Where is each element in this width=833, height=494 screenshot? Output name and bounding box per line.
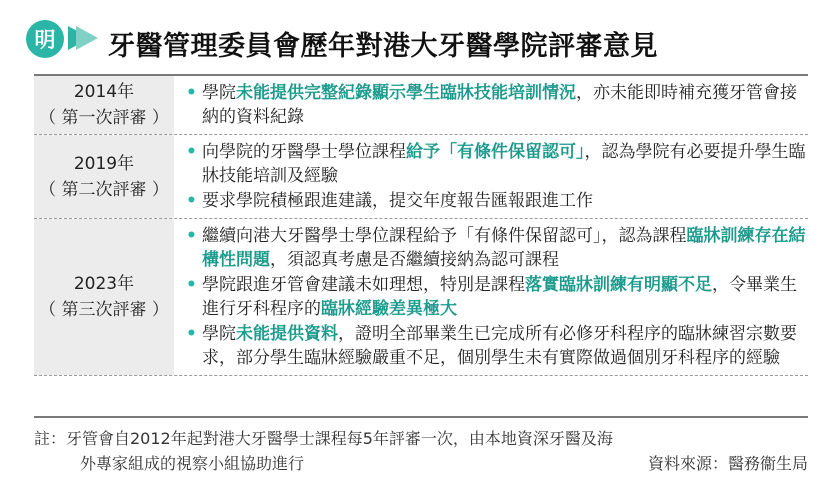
table-row: [34, 74, 808, 135]
list-item: [186, 81, 808, 129]
review-table: [34, 74, 808, 376]
review-label: （ 第三次評審 ）: [39, 300, 169, 320]
bullet-icon: •: [186, 191, 197, 211]
bullet-icon: •: [186, 275, 197, 295]
review-label: （ 第二次評審 ）: [39, 179, 169, 200]
item-text: ，須認真考慮是否繼續接納為認可課程: [270, 250, 559, 270]
highlighted-text: 落實臨牀訓練有明顯不足: [525, 275, 712, 295]
year-label: 2023年: [73, 274, 135, 294]
chevron-icon: [76, 26, 98, 50]
page-title: 牙醫管理委員會歷年對港大牙醫學院評審意見: [108, 31, 658, 62]
item-text: 繼續向港大牙醫學士學位課程給予「有條件保留認可」，認為課程: [202, 226, 687, 246]
year-cell: [34, 219, 174, 375]
review-label: （ 第一次評審 ）: [39, 108, 169, 128]
item-text: ，證明全部畢業生已完成所有必修牙科程序的臨牀練習宗數要求，部分學生臨牀經驗嚴重不足，個別學生未有實際做過個別牙科程序的經驗: [202, 324, 797, 368]
footnote: [34, 426, 808, 476]
ming-pao-logo-badge: 明: [26, 20, 64, 58]
highlighted-text: 未能提供資料: [236, 324, 338, 344]
year-label: 2019年: [73, 153, 135, 174]
highlighted-text: 未能提供完整紀錄顯示學生臨牀技能培訓情況: [236, 83, 576, 103]
item-text: 學院: [202, 324, 236, 344]
highlighted-text: 臨牀訓練存在結構性問題: [202, 226, 806, 270]
table-row: [34, 135, 808, 219]
list-item: [186, 224, 808, 272]
year-cell: [34, 76, 174, 134]
item-text: 要求學院積極跟進建議，提交年度報告匯報跟進工作: [202, 191, 593, 211]
item-text: 學院跟進牙管會建議未如理想，特別是課程: [202, 275, 525, 295]
table-row: [34, 219, 808, 376]
bullet-icon: •: [186, 142, 197, 162]
source-credit: 資料來源：醫務衞生局: [647, 454, 808, 473]
item-text: 向學院的牙醫學士學位課程: [202, 142, 406, 162]
item-text: ，令畢業生進行牙科程序的: [202, 275, 797, 319]
footnote-line-2: 外專家組成的視察小組協助進行: [80, 454, 305, 473]
list-item: [186, 322, 808, 370]
list-item: [186, 140, 808, 188]
item-text: ，認為學院有必要提升學生臨牀技能培訓及經驗: [202, 142, 806, 186]
item-text: 學院: [202, 83, 236, 103]
highlighted-text: 臨牀經驗差異極大: [321, 299, 457, 319]
bullet-icon: •: [186, 226, 197, 246]
items-cell: [174, 219, 808, 375]
bullet-icon: •: [186, 83, 197, 103]
year-label: 2014年: [73, 82, 135, 102]
items-cell: [174, 76, 808, 134]
footnote-line-1: 註：牙管會自2012年起對港大牙醫學士課程每5年評審一次，由本地資深牙醫及海: [34, 429, 613, 448]
list-item: [186, 273, 808, 321]
header: [12, 12, 812, 72]
items-cell: [174, 135, 808, 218]
list-item: [186, 189, 808, 213]
highlighted-text: 給予「有條件保留認可」: [406, 142, 585, 162]
item-text: ，亦未能即時補充獲牙管會接納的資料紀錄: [202, 83, 797, 127]
year-cell: [34, 135, 174, 218]
bullet-icon: •: [186, 324, 197, 344]
divider: [34, 416, 808, 418]
